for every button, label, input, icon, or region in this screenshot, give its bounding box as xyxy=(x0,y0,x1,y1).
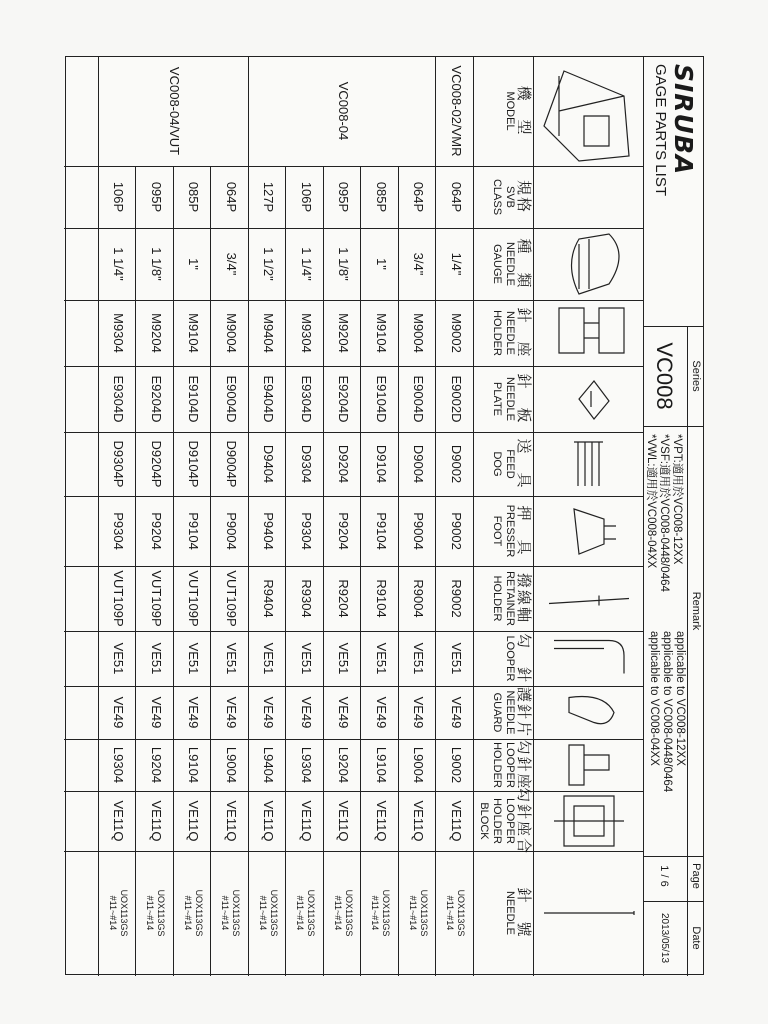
table-cell: R9204 xyxy=(336,579,352,618)
table-cell: M9004 xyxy=(223,313,239,353)
column-header-zh: 機 型 xyxy=(514,85,532,137)
table-cell: VE49 xyxy=(336,696,352,729)
model-cell: VC008-04/VUT xyxy=(167,66,183,156)
table-cell: M9204 xyxy=(336,313,352,353)
table-cell: L9104 xyxy=(186,746,202,784)
table-cell: 127P xyxy=(261,181,277,213)
table-cell: VUT109P xyxy=(148,570,164,627)
remark-note-en: applicable to VC008-12XX xyxy=(674,631,686,766)
table-cell: UOX113GS #11~#14 xyxy=(407,889,429,937)
column-header-en: LOOPER xyxy=(504,635,516,682)
table-cell: 1/4" xyxy=(448,252,464,276)
table-cell: D9204 xyxy=(336,444,352,484)
column-header-zh: 針 號 xyxy=(514,887,532,939)
table-cell: E9004D xyxy=(411,375,427,423)
column-header-zh: 勾 針 xyxy=(514,632,532,684)
column-header-zh: 撥線軸 xyxy=(514,572,532,624)
page-label: Page xyxy=(690,863,703,889)
table-cell: R9404 xyxy=(261,579,277,618)
table-cell: P9204 xyxy=(336,512,352,550)
looper-holder-icon xyxy=(569,745,609,785)
table-cell: 085P xyxy=(186,181,202,213)
document-title: GAGE PARTS LIST xyxy=(651,64,669,196)
column-header-zh: 護針片 xyxy=(514,686,532,738)
brand-logo: SIRUBA xyxy=(669,64,699,176)
remark-note-zh: *VWL:適用於VC008-04XX xyxy=(645,434,657,569)
table-cell: VE11Q xyxy=(411,800,427,842)
table-cell: 095P xyxy=(148,181,164,213)
table-cell: 3/4" xyxy=(411,252,427,276)
table-cell: 3/4" xyxy=(223,252,239,276)
table-cell: VE49 xyxy=(261,696,277,729)
table-cell: VE11Q xyxy=(448,800,464,842)
table-cell: VE49 xyxy=(298,696,314,729)
table-cell: 064P xyxy=(223,181,239,213)
table-cell: VE49 xyxy=(411,696,427,729)
table-cell: 095P xyxy=(336,181,352,213)
table-cell: VE51 xyxy=(111,642,127,675)
column-header-en: MODEL xyxy=(504,91,516,131)
column-header-en: LOOPER HOLDER BLOCK xyxy=(477,798,516,844)
table-cell: VUT109P xyxy=(111,570,127,627)
column-header-en: NEEDLE GAUGE xyxy=(490,241,516,287)
needle-gauge-icon xyxy=(572,234,620,294)
table-cell: 106P xyxy=(111,181,127,213)
table-cell: L9304 xyxy=(298,746,314,784)
table-cell: VE51 xyxy=(336,642,352,675)
table-cell: P9304 xyxy=(298,512,314,550)
table-cell: L9002 xyxy=(448,746,464,784)
table-cell: P9104 xyxy=(373,512,389,550)
table-cell: E9304D xyxy=(111,375,127,423)
table-cell: P9002 xyxy=(448,512,464,550)
column-header-en: FEED DOG xyxy=(490,449,516,479)
needle-holder-icon xyxy=(559,308,624,353)
looper-icon xyxy=(554,641,624,674)
table-cell: M9204 xyxy=(148,313,164,353)
column-header-en: NEEDLE xyxy=(504,890,516,936)
table-cell: VE11Q xyxy=(223,800,239,842)
needle-guard-icon xyxy=(569,697,614,724)
table-cell: E9204D xyxy=(336,375,352,423)
column-header-en: NEEDLE PLATE xyxy=(490,376,516,422)
looper-holder-block-icon xyxy=(554,796,624,846)
table-cell: E9004D xyxy=(223,375,239,423)
table-cell: R9004 xyxy=(411,579,427,618)
table-cell: P9204 xyxy=(148,512,164,550)
table-cell: E9104D xyxy=(186,375,202,423)
column-header-zh: 押 具 xyxy=(514,505,532,557)
series-value: VC008 xyxy=(651,342,677,410)
table-cell: VE51 xyxy=(411,642,427,675)
table-cell: L9004 xyxy=(223,746,239,784)
table-cell: M9104 xyxy=(373,313,389,353)
table-cell: E9002D xyxy=(448,375,464,423)
table-cell: E9404D xyxy=(261,375,277,423)
table-cell: L9204 xyxy=(336,746,352,784)
table-cell: VE51 xyxy=(261,642,277,675)
table-cell: L9304 xyxy=(111,746,127,784)
table-cell: VE49 xyxy=(148,696,164,729)
table-cell: D9104 xyxy=(373,444,389,484)
table-cell: D9304 xyxy=(298,444,314,484)
table-cell: D9404 xyxy=(261,444,277,484)
table-cell: UOX113GS #11~#14 xyxy=(107,889,129,937)
table-cell: VE11Q xyxy=(261,800,277,842)
table-cell: M9304 xyxy=(111,313,127,353)
column-header-zh: 針 座 xyxy=(514,307,532,359)
table-cell: R9304 xyxy=(298,579,314,618)
table-cell: UOX113GS #11~#14 xyxy=(332,889,354,937)
column-header-zh: 送 具 xyxy=(514,438,532,490)
table-cell: P9404 xyxy=(261,512,277,550)
table-cell: VE11Q xyxy=(111,800,127,842)
table-cell: L9004 xyxy=(411,746,427,784)
presser-foot-icon xyxy=(574,509,616,554)
table-cell: VE49 xyxy=(186,696,202,729)
table-cell: VE51 xyxy=(298,642,314,675)
table-cell: VE49 xyxy=(448,696,464,729)
table-cell: VE49 xyxy=(223,696,239,729)
table-cell: 085P xyxy=(373,181,389,213)
table-cell: L9204 xyxy=(148,746,164,784)
table-cell: R9002 xyxy=(448,579,464,618)
table-cell: D9004P xyxy=(223,440,239,488)
table-cell: 064P xyxy=(448,181,464,213)
table-cell: 1" xyxy=(186,258,202,270)
table-cell: UOX113GS #11~#14 xyxy=(220,889,242,937)
column-header-zh: 規格 xyxy=(514,179,532,214)
table-cell: VE49 xyxy=(373,696,389,729)
table-cell: 1 1/4" xyxy=(298,247,314,281)
table-cell: M9002 xyxy=(448,313,464,353)
table-cell: VUT109P xyxy=(186,570,202,627)
page-number: 1 / 6 xyxy=(658,865,671,887)
model-cell: VC008-04 xyxy=(336,81,352,141)
column-header-en: SVB CLASS xyxy=(490,178,516,216)
table-cell: D9104P xyxy=(186,440,202,488)
table-cell: 1" xyxy=(373,258,389,270)
feed-dog-icon xyxy=(574,442,603,486)
remark-note-en: applicable to VC008-04XX xyxy=(648,631,660,766)
table-cell: E9104D xyxy=(373,375,389,423)
table-cell: 1 1/2" xyxy=(261,247,277,281)
table-cell: VE51 xyxy=(448,642,464,675)
table-cell: 064P xyxy=(411,181,427,213)
needle-icon xyxy=(544,911,634,915)
table-cell: UOX113GS #11~#14 xyxy=(295,889,317,937)
date-label: Date xyxy=(690,926,703,950)
remark-note-zh: *VSF:適用於VC008-0448/0464 xyxy=(658,434,670,592)
series-label: Series xyxy=(690,360,703,392)
table-cell: 1 1/8" xyxy=(148,247,164,281)
table-cell: UOX113GS #11~#14 xyxy=(145,889,167,937)
table-cell: P9004 xyxy=(223,512,239,550)
column-header-en: NEEDLE HOLDER xyxy=(490,310,516,356)
column-header-zh: 針 板 xyxy=(514,373,532,425)
table-cell: UOX113GS #11~#14 xyxy=(182,889,204,937)
model-cell: VC008-02/VMR xyxy=(448,65,464,157)
table-cell: 1 1/4" xyxy=(111,247,127,281)
table-cell: VE51 xyxy=(223,642,239,675)
table-cell: R9104 xyxy=(373,579,389,618)
table-cell: VE11Q xyxy=(186,800,202,842)
table-cell: D9002 xyxy=(448,444,464,484)
table-cell: D9304P xyxy=(111,440,127,488)
date-value: 2013/05/13 xyxy=(659,912,670,964)
illustration-divider xyxy=(533,56,534,976)
rotated-parts-sheet xyxy=(64,56,704,976)
remark-note-en: applicable to VC008-0448/0464 xyxy=(661,631,673,793)
table-cell: VE11Q xyxy=(373,800,389,842)
table-cell: UOX113GS #11~#14 xyxy=(445,889,467,937)
table-cell: UOX113GS #11~#14 xyxy=(257,889,279,937)
table-cell: M9004 xyxy=(411,313,427,353)
table-cell: P9104 xyxy=(186,512,202,550)
table-cell: L9104 xyxy=(373,746,389,784)
table-cell: VE11Q xyxy=(298,800,314,842)
remark-label: Remark xyxy=(690,591,703,631)
column-header-zh: 勾針座合 xyxy=(514,787,532,856)
table-cell: M9304 xyxy=(298,313,314,353)
table-cell: E9304D xyxy=(298,375,314,423)
table-cell: L9404 xyxy=(261,746,277,784)
needle-plate-icon xyxy=(579,381,609,419)
table-cell: M9104 xyxy=(186,313,202,353)
column-header-zh: 種 類 xyxy=(514,238,532,290)
table-cell: VE51 xyxy=(186,642,202,675)
column-header-zh: 勾針座 xyxy=(514,739,532,791)
table-cell: E9204D xyxy=(148,375,164,423)
table-cell: UOX113GS #11~#14 xyxy=(370,889,392,937)
table-cell: VE51 xyxy=(373,642,389,675)
column-header-en: RETAINER HOLDER xyxy=(490,571,516,626)
table-cell: 1 1/8" xyxy=(336,247,352,281)
column-header-en: PRESSER FOOT xyxy=(490,504,516,558)
table-cell: P9304 xyxy=(111,512,127,550)
table-cell: D9004 xyxy=(411,444,427,484)
table-cell: M9404 xyxy=(261,313,277,353)
sewing-machine-icon xyxy=(544,71,629,161)
column-header-en: NEEDLE GUARD xyxy=(490,690,516,735)
remark-note-zh: *VPT:適用於VC008-12XX xyxy=(671,434,683,565)
table-cell: VE11Q xyxy=(336,800,352,842)
table-cell: P9004 xyxy=(411,512,427,550)
retainer-holder-icon xyxy=(549,596,629,606)
table-cell: VE51 xyxy=(148,642,164,675)
table-cell: 106P xyxy=(298,181,314,213)
table-cell: VE11Q xyxy=(148,800,164,842)
table-cell: VUT109P xyxy=(223,570,239,627)
table-cell: VE49 xyxy=(111,696,127,729)
column-header-en: LOOPER HOLDER xyxy=(490,742,516,788)
table-cell: D9204P xyxy=(148,440,164,488)
